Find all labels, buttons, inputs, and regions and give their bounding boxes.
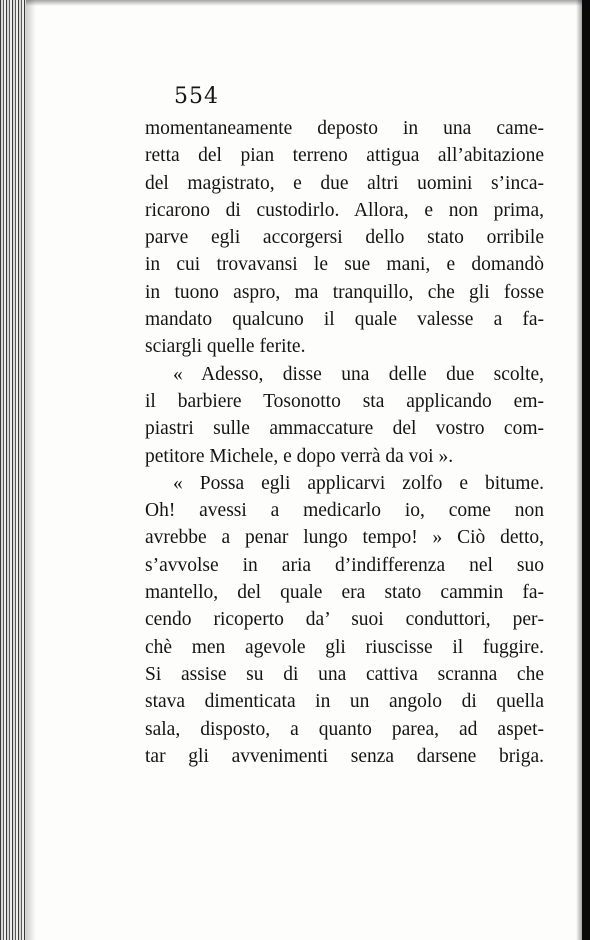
text-line: in cui trovavansi le sue mani, e domandò — [145, 254, 544, 276]
text-line: mantello, del quale era stato cammin fa‑ — [145, 582, 544, 604]
text-line: sciargli quelle ferite. — [145, 336, 306, 358]
text-line: chè men agevole gli riuscisse il fuggire. — [145, 636, 544, 658]
page-number: 554 — [174, 84, 219, 109]
page-edges-binding — [0, 0, 26, 940]
text-line: avrebbe a penar lungo tempo! » Ciò detto, — [145, 527, 544, 549]
text-line: retta del pian terreno attigua all’abitazione — [145, 145, 544, 167]
text-line: petitore Michele, e dopo verrà da voi ». — [145, 445, 454, 467]
text-line: momentaneamente deposto in una came‑ — [145, 118, 544, 139]
text-line: Si assise su di una cattiva scranna che — [145, 663, 544, 685]
text-line: il barbiere Tosonotto sta applicando em‑ — [145, 390, 544, 412]
text-line: in tuono aspro, ma tranquillo, che gli fosse — [145, 281, 544, 303]
text-line: stava dimenticata in un angolo di quella — [145, 691, 544, 713]
top-shadow — [0, 0, 590, 6]
text-line: sala, disposto, a quanto parea, ad aspet‑ — [145, 718, 544, 740]
text-line: mandato qualcuno il quale valesse a fa‑ — [145, 309, 544, 331]
right-dark-edge — [582, 0, 590, 940]
text-line: « Adesso, disse una delle due scolte, — [173, 363, 544, 385]
text-line: cendo ricoperto da’ suoi conduttori, per‑ — [145, 609, 544, 631]
binding-shadow — [26, 0, 36, 940]
text-line: Oh! avessi a medicarlo io, come non — [145, 500, 544, 522]
text-line: del magistrato, e due altri uomini s’inca‑ — [145, 172, 544, 194]
text-line: tar gli avvenimenti senza darsene briga. — [145, 745, 544, 767]
text-line: ricarono di custodirlo. Allora, e non prima, — [145, 199, 544, 221]
text-line: piastri sulle ammaccature del vostro com‑ — [145, 418, 544, 440]
body-text — [145, 115, 544, 770]
text-line: parve egli accorgersi dello stato orribile — [145, 227, 544, 249]
text-line: « Possa egli applicarvi zolfo e bitume. — [173, 472, 544, 494]
text-line: s’avvolse in aria d’indifferenza nel suo — [145, 554, 544, 576]
